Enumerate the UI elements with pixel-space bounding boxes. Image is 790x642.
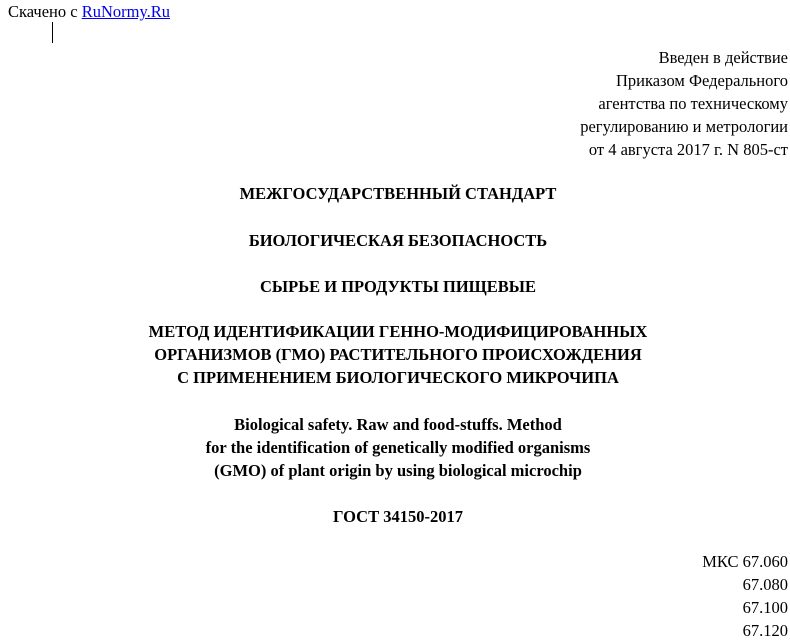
- classification-codes: [702, 550, 788, 642]
- text-cursor: [52, 22, 53, 43]
- english-title-line: for the identification of genetically modified organisms: [205, 438, 591, 457]
- scope-title: СЫРЬЕ И ПРОДУКТЫ ПИЩЕВЫЕ: [260, 277, 536, 296]
- enactment-line: от 4 августа 2017 г. N 805-ст: [588, 140, 788, 159]
- mks-code: 67.120: [742, 621, 788, 640]
- standard-type: МЕЖГОСУДАРСТВЕННЫЙ СТАНДАРТ: [239, 184, 557, 203]
- runormy-link[interactable]: RuNormy.Ru: [81, 2, 171, 21]
- enactment-line: агентства по техническому: [598, 94, 788, 113]
- gost-number-heading: [0, 505, 790, 528]
- method-title-line: С ПРИМЕНЕНИЕМ БИОЛОГИЧЕСКОГО МИКРОЧИПА: [177, 368, 619, 387]
- standard-type-heading: [0, 182, 790, 205]
- subject-title: БИОЛОГИЧЕСКАЯ БЕЗОПАСНОСТЬ: [248, 231, 548, 250]
- enactment-line: регулированию и метрологии: [580, 117, 788, 136]
- english-title-line: (GMO) of plant origin by using biological microchip: [214, 461, 582, 480]
- enactment-line: Приказом Федерального: [615, 71, 788, 90]
- enactment-block: [580, 46, 788, 161]
- scope-heading: [0, 275, 790, 298]
- method-title-line: МЕТОД ИДЕНТИФИКАЦИИ ГЕННО-МОДИФИЦИРОВАННЫХ: [148, 322, 648, 341]
- english-title-line: Biological safety. Raw and food-stuffs. Method: [234, 415, 562, 434]
- download-prefix: Скачено с: [8, 2, 78, 21]
- download-source-line: [8, 0, 170, 23]
- enactment-line: Введен в действие: [658, 48, 788, 67]
- mks-code: МКС 67.060: [702, 552, 788, 571]
- method-title-line: ОРГАНИЗМОВ (ГМО) РАСТИТЕЛЬНОГО ПРОИСХОЖДЕНИЯ: [154, 345, 642, 364]
- mks-code: 67.100: [742, 598, 788, 617]
- subject-heading: [0, 229, 790, 252]
- mks-code: 67.080: [742, 575, 788, 594]
- english-title: [0, 413, 790, 482]
- method-heading: [0, 320, 790, 389]
- gost-number: ГОСТ 34150-2017: [333, 507, 463, 526]
